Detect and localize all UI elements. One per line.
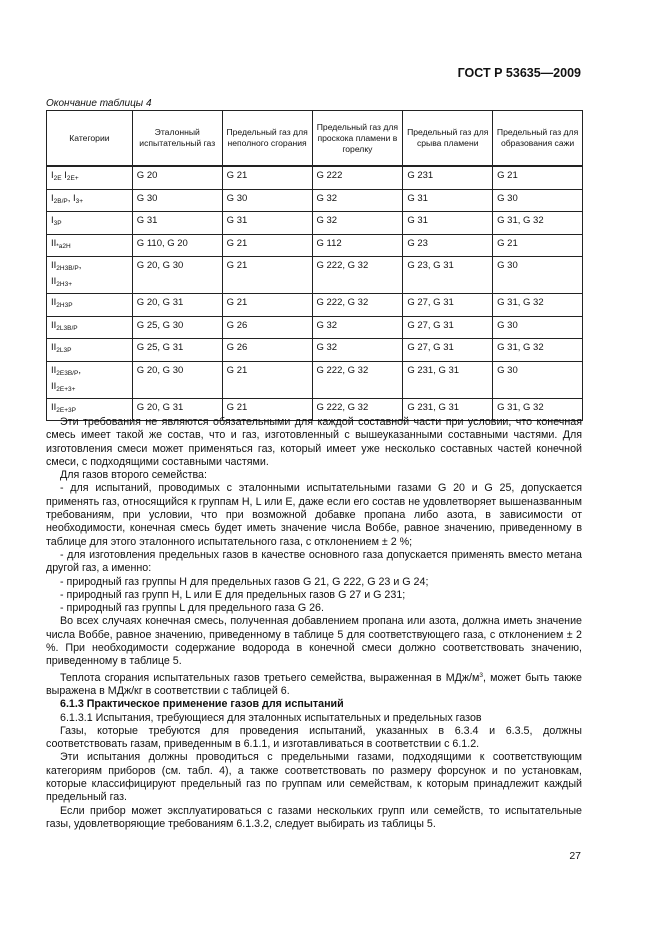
cell-liftoff: G 27, G 31 <box>403 316 493 339</box>
table-header-row <box>47 111 583 167</box>
cell-liftoff: G 23, G 31 <box>403 257 493 294</box>
cell-category: $II_{*a2H}$ <box>47 234 133 257</box>
cell-liftoff: G 31 <box>403 189 493 212</box>
col-header-category: Категории <box>47 111 133 167</box>
cell-soot: G 31, G 32 <box>493 339 583 362</box>
cell-soot: G 30 <box>493 257 583 294</box>
cell-category: $II_{2L3B/P}$ <box>47 316 133 339</box>
cell-flashback: G 32 <box>312 316 403 339</box>
paragraph: - природный газ группы H для предельных газов G 21, G 222, G 23 и G 24; <box>60 575 429 588</box>
table-row <box>47 294 583 317</box>
cell-flashback: G 112 <box>312 234 403 257</box>
cell-soot: G 21 <box>493 166 583 189</box>
paragraph: Газы, которые требуются для проведения испытаний, указанных в 6.3.4 и 6.3.5, должны соответствовать газам, приведенным в 6.1.1, и изготавливаться в соответствии с 6.1.2. <box>46 724 582 751</box>
cell-reference: G 30 <box>132 189 222 212</box>
col-header-incomplete: Предельный газ для неполного сгорания <box>222 111 312 167</box>
cell-reference: G 20, G 31 <box>132 398 222 421</box>
paragraph: Эти требования не являются обязательными для каждой составной части при условии, что конечная смесь имеет такой же состав, что и газ, изготовленный с вышеуказанными составными частями. Для изготовления смеси может применяться газ, который имеет уже несколько составных частей конечной смеси, с подходящими составными частями. <box>46 416 582 468</box>
cell-soot: G 30 <box>493 361 583 398</box>
cell-soot: G 30 <box>493 189 583 212</box>
cell-liftoff: G 231, G 31 <box>403 361 493 398</box>
cell-incomplete: G 21 <box>222 294 312 317</box>
col-header-soot: Предельный газ для образования сажи <box>493 111 583 167</box>
table-row <box>47 166 583 189</box>
table-row <box>47 257 583 294</box>
table-row <box>47 189 583 212</box>
cell-category: $II_{2H3P}$ <box>47 294 133 317</box>
col-header-liftoff: Предельный газ для срыва пламени <box>403 111 493 167</box>
cell-incomplete: G 30 <box>222 189 312 212</box>
document-header: ГОСТ Р 53635—2009 <box>457 66 581 80</box>
cell-liftoff: G 23 <box>403 234 493 257</box>
cell-liftoff: G 231, G 31 <box>403 398 493 421</box>
cell-incomplete: G 26 <box>222 339 312 362</box>
table-row <box>47 234 583 257</box>
paragraph: - для изготовления предельных газов в качестве основного газа допускается применять вместо метана другой газ, а именно: <box>46 548 582 575</box>
cell-reference: G 20 <box>132 166 222 189</box>
paragraph: Во всех случаях конечная смесь, полученная добавлением пропана или азота, должна иметь значение числа Воббе, равное значению, приведенному в таблице 5 для соответствующего газа, с отклонением ± 2 %. При необходимости содержание водорода в конечной смеси должно соответствовать значению, приведенному в таблице 5. <box>46 615 582 668</box>
cell-soot: G 21 <box>493 234 583 257</box>
paragraph: - природный газ групп H, L или E для предельных газов G 27 и G 231; <box>60 588 406 601</box>
cell-reference: G 25, G 31 <box>132 339 222 362</box>
cell-reference: G 31 <box>132 212 222 235</box>
cell-reference: G 20, G 30 <box>132 361 222 398</box>
cell-liftoff: G 231 <box>403 166 493 189</box>
paragraph: 6.1.3.1 Испытания, требующиеся для эталонных испытательных и предельных газов <box>60 711 482 724</box>
cell-flashback: G 32 <box>312 339 403 362</box>
paragraph: Если прибор может эксплуатироваться с газами нескольких групп или семейств, то испытательные газы, удовлетворяющие требованиям 6.1.3.2, следует выбирать из таблицы 5. <box>46 804 582 830</box>
table-caption: Окончание таблицы 4 <box>46 98 152 109</box>
cell-soot: G 31, G 32 <box>493 294 583 317</box>
table-row <box>47 316 583 339</box>
cell-incomplete: G 21 <box>222 257 312 294</box>
cell-flashback: G 32 <box>312 212 403 235</box>
cell-reference: G 20, G 31 <box>132 294 222 317</box>
body-text <box>46 416 582 831</box>
cell-category: $II_{2L3P}$ <box>47 339 133 362</box>
table-row <box>47 339 583 362</box>
cell-liftoff: G 31 <box>403 212 493 235</box>
paragraph: Эти испытания должны проводиться с предельными газами, подходящими к соответствующим категориям приборов (см. табл. 4), а также соответствовать по размеру форсунок и по установкам, которые классифицируют предельный газ по группам или семействам, к которым принадлежит каждый предельный газ. <box>46 751 582 804</box>
page-number: 27 <box>569 850 581 862</box>
cell-liftoff: G 27, G 31 <box>403 339 493 362</box>
paragraph: Теплота сгорания испытательных газов третьего семейства, выраженная в МДж/$м^3$, может быть также выражена в МДж/кг в соответствии с таблицей 6. <box>46 671 582 697</box>
gas-table <box>46 110 583 421</box>
cell-flashback: G 222, G 32 <box>312 257 403 294</box>
cell-incomplete: G 26 <box>222 316 312 339</box>
col-header-reference: Эталонный испытательный газ <box>132 111 222 167</box>
cell-incomplete: G 21 <box>222 166 312 189</box>
cell-flashback: G 222, G 32 <box>312 294 403 317</box>
col-header-flashback: Предельный газ для проскока пламени в горелку <box>312 111 403 167</box>
cell-incomplete: G 21 <box>222 398 312 421</box>
cell-soot: G 31, G 32 <box>493 212 583 235</box>
cell-category: $II_{2E3B/P}$, $II_{2E+3+}$ <box>47 361 133 398</box>
cell-reference: G 25, G 30 <box>132 316 222 339</box>
cell-category: $I_{3P}$ <box>47 212 133 235</box>
cell-flashback: G 32 <box>312 189 403 212</box>
cell-liftoff: G 27, G 31 <box>403 294 493 317</box>
paragraph: Для газов второго семейства: <box>60 469 207 482</box>
paragraph: - природный газ группы L для предельного газа G 26. <box>60 602 324 615</box>
cell-incomplete: G 21 <box>222 234 312 257</box>
cell-soot: G 30 <box>493 316 583 339</box>
cell-category: $I_{2E}$ $I_{2E+}$ <box>47 166 133 189</box>
cell-reference: G 20, G 30 <box>132 257 222 294</box>
cell-category: $II_{2E+3P}$ <box>47 398 133 421</box>
cell-incomplete: G 31 <box>222 212 312 235</box>
cell-category: $II_{2H3B/P}$, $II_{2H3+}$ <box>47 257 133 294</box>
cell-soot: G 31, G 32 <box>493 398 583 421</box>
table-row <box>47 212 583 235</box>
cell-flashback: G 222 <box>312 166 403 189</box>
paragraph: 6.1.3 Практическое применение газов для испытаний <box>60 698 344 711</box>
paragraph: - для испытаний, проводимых с эталонными испытательными газами G 20 и G 25, допускается применять газ, относящийся к группам H, L или E, даже если его состав не удовлетворяет вышеназванным требованиям, при условии, что при возможной добавке пропана либо азота, в зависимости от необходимости, конечная смесь будет иметь значение числа Воббе, равное значению, приведенному в таблице для этого эталонного испытательного газа, с отклонением ± 2 %; <box>46 482 582 548</box>
cell-category: $I_{2B/P}$, $I_{3+}$ <box>47 189 133 212</box>
cell-flashback: G 222, G 32 <box>312 398 403 421</box>
cell-incomplete: G 21 <box>222 361 312 398</box>
cell-flashback: G 222, G 32 <box>312 361 403 398</box>
cell-reference: G 110, G 20 <box>132 234 222 257</box>
table-row <box>47 361 583 398</box>
